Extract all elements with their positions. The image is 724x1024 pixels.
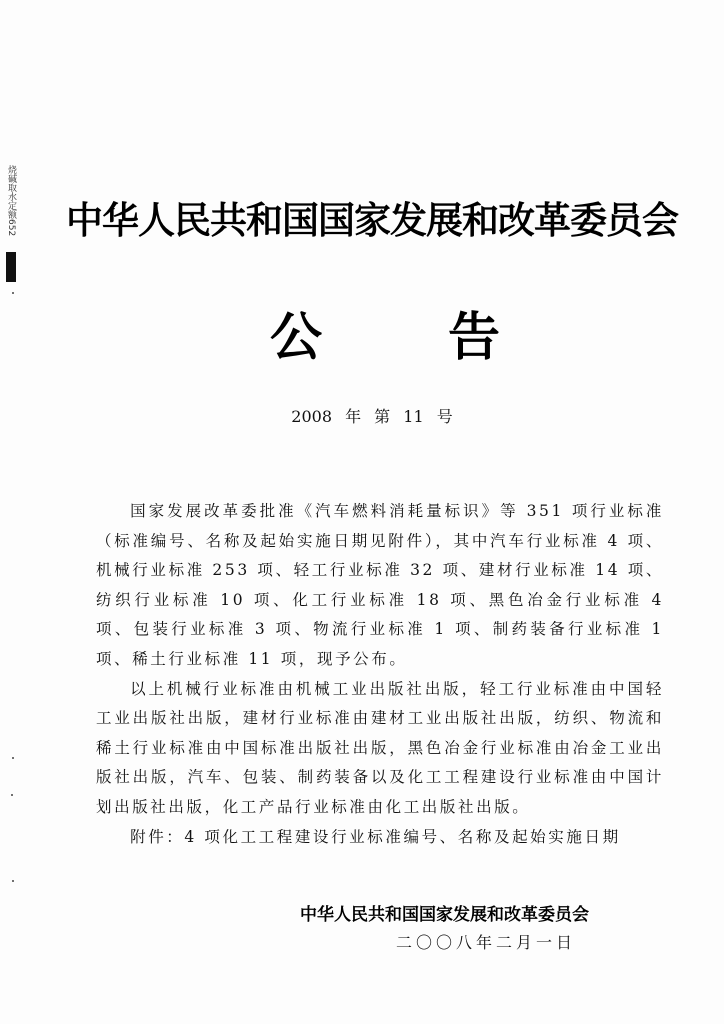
margin-mark: [6, 252, 16, 282]
scan-speck: [12, 757, 14, 759]
scan-speck: [12, 880, 14, 882]
announcement-body: [96, 497, 664, 852]
document-type-char-right: 告: [447, 307, 500, 368]
organization-title: 中华人民共和国国家发展和改革委员会: [66, 198, 678, 242]
signature-date: 二〇〇八年二月一日: [396, 933, 577, 952]
body-paragraph: 国家发展改革委批准《汽车燃料消耗量标识》等 351 项行业标准（标准编号、名称及起始实施日期见附件），其中汽车行业标准 4 项、机械行业标准 253 项、轻工行业标准 32 项、建材行业标准 14 项、纺织行业标准 10 项、化工行业标准 18 项、黑色冶金行业标准 4 项、包装行业标准 3 项、物流行业标准 1 项、制药装备行业标准 1 项、稀土行业标准 11 项，现予公布。: [96, 502, 664, 668]
scan-speck: [12, 292, 14, 294]
document-type-char-left: 公: [270, 307, 323, 368]
attachment-line: 附件：4 项化工工程建设行业标准编号、名称及起始实施日期: [130, 827, 621, 846]
scan-speck: [11, 794, 13, 796]
document-number: 2008 年 第 11 号: [291, 407, 453, 426]
body-paragraph: 以上机械行业标准由机械工业出版社出版，轻工行业标准由中国轻工业出版社出版，建材行业标准由建材工业出版社出版，纺织、物流和稀土行业标准由中国标准出版社出版，黑色冶金行业标准由冶金工业出版社出版，汽车、包装、制药装备以及化工工程建设行业标准由中国计划出版社出版，化工产品行业标准由化工出版社出版。: [96, 679, 664, 816]
signatory: 中华人民共和国国家发展和改革委员会: [300, 905, 589, 925]
margin-note: 烧碱取水定额652: [6, 165, 16, 237]
document-type: [270, 295, 500, 370]
